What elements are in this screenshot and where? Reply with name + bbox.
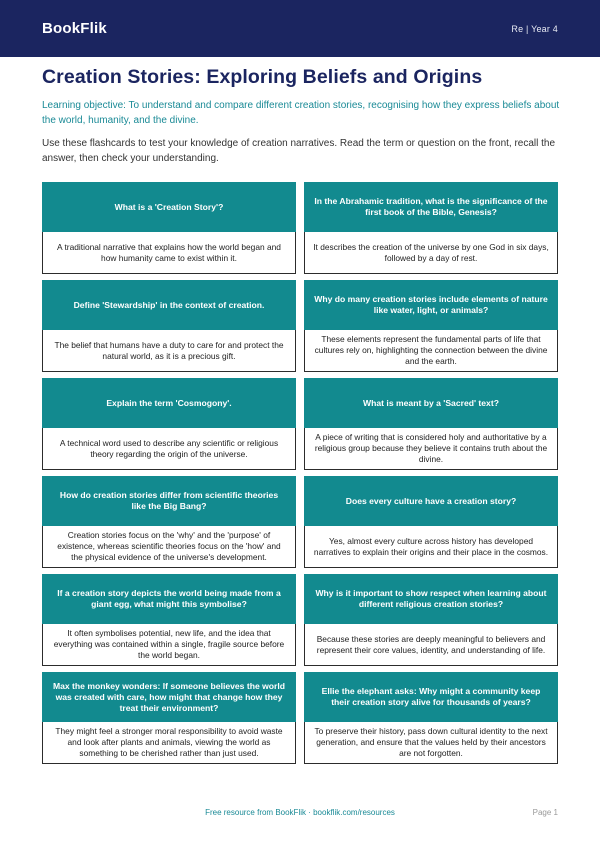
footer-credit-link[interactable]: Free resource from BookFlik · bookflik.com/resources [205, 808, 395, 817]
flashcard-front: Explain the term 'Cosmogony'. [42, 378, 296, 428]
flashcard-front: Why is it important to show respect when learning about different religious creation stories? [304, 574, 558, 624]
flashcard [42, 672, 296, 764]
instructions: Use these flashcards to test your knowledge of creation narratives. Read the term or question on the front, recall the answer, then check your understanding. [42, 138, 556, 164]
flashcard-back: A technical word used to describe any scientific or religious theory regarding the origin of the universe. [42, 428, 296, 470]
flashcard [304, 378, 558, 470]
flashcard-front: Why do many creation stories include elements of nature like water, light, or animals? [304, 280, 558, 330]
flashcard-front: Ellie the elephant asks: Why might a community keep their creation story alive for thousands of years? [304, 672, 558, 722]
flashcard [42, 574, 296, 666]
page-number: Page 1 [532, 808, 558, 817]
flashcard-back: Because these stories are deeply meaningful to believers and represent their core values, identity, and understanding of life. [304, 624, 558, 666]
flashcard-back: They might feel a stronger moral responsibility to avoid waste and look after plants and animals, viewing the world as something to be cherished rather than just used. [42, 722, 296, 764]
subject-year-label: Re | Year 4 [511, 23, 558, 34]
flashcard-front: Define 'Stewardship' in the context of creation. [42, 280, 296, 330]
flashcard-back: It often symbolises potential, new life, and the idea that everything was contained within a single, fragile source before the world began. [42, 624, 296, 666]
flashcard-back: It describes the creation of the universe by one God in six days, followed by a day of rest. [304, 232, 558, 274]
brand-logo: BookFlik [42, 20, 107, 37]
flashcard-back: To preserve their history, pass down cultural identity to the next generation, and ensure that the values held by their ancestors are not forgotten. [304, 722, 558, 764]
flashcard-back: A piece of writing that is considered holy and authoritative by a religious group because they believe it contains truth about the divine. [304, 428, 558, 470]
page-header [0, 0, 600, 57]
flashcard-front: In the Abrahamic tradition, what is the significance of the first book of the Bible, Genesis? [304, 182, 558, 232]
flashcard-front: What is meant by a 'Sacred' text? [304, 378, 558, 428]
flashcard-back: A traditional narrative that explains how the world began and how humanity came to exist within it. [42, 232, 296, 274]
flashcard-front: If a creation story depicts the world being made from a giant egg, what might this symbolise? [42, 574, 296, 624]
flashcard [304, 574, 558, 666]
flashcard-back: The belief that humans have a duty to care for and protect the natural world, as it is a precious gift. [42, 330, 296, 372]
flashcard-front: Max the monkey wonders: If someone believes the world was created with care, how might that change how they treat their environment? [42, 672, 296, 722]
flashcard [42, 182, 296, 274]
flashcard [42, 280, 296, 372]
flashcard [304, 182, 558, 274]
flashcard-back: Creation stories focus on the 'why' and the 'purpose' of existence, whereas scientific theories focus on the 'how' and the physical evidence of the universe's development. [42, 526, 296, 568]
learning-objective: Learning objective: To understand and compare different creation stories, recognising how they express beliefs about the world, humanity, and the divine. [42, 100, 560, 126]
flashcard-back: Yes, almost every culture across history has developed narratives to explain their origins and their place in the cosmos. [304, 526, 558, 568]
flashcard [304, 280, 558, 372]
flashcard-front: How do creation stories differ from scientific theories like the Big Bang? [42, 476, 296, 526]
flashcard [304, 476, 558, 568]
flashcard [42, 378, 296, 470]
flashcard [42, 476, 296, 568]
flashcard-grid [42, 182, 558, 764]
flashcard [304, 672, 558, 764]
flashcard-front: Does every culture have a creation story? [304, 476, 558, 526]
flashcard-back: These elements represent the fundamental parts of life that cultures rely on, highlighting the connection between the divine and the earth. [304, 330, 558, 372]
page-footer [0, 808, 600, 822]
page-title: Creation Stories: Exploring Beliefs and Origins [42, 66, 483, 88]
flashcard-front: What is a 'Creation Story'? [42, 182, 296, 232]
